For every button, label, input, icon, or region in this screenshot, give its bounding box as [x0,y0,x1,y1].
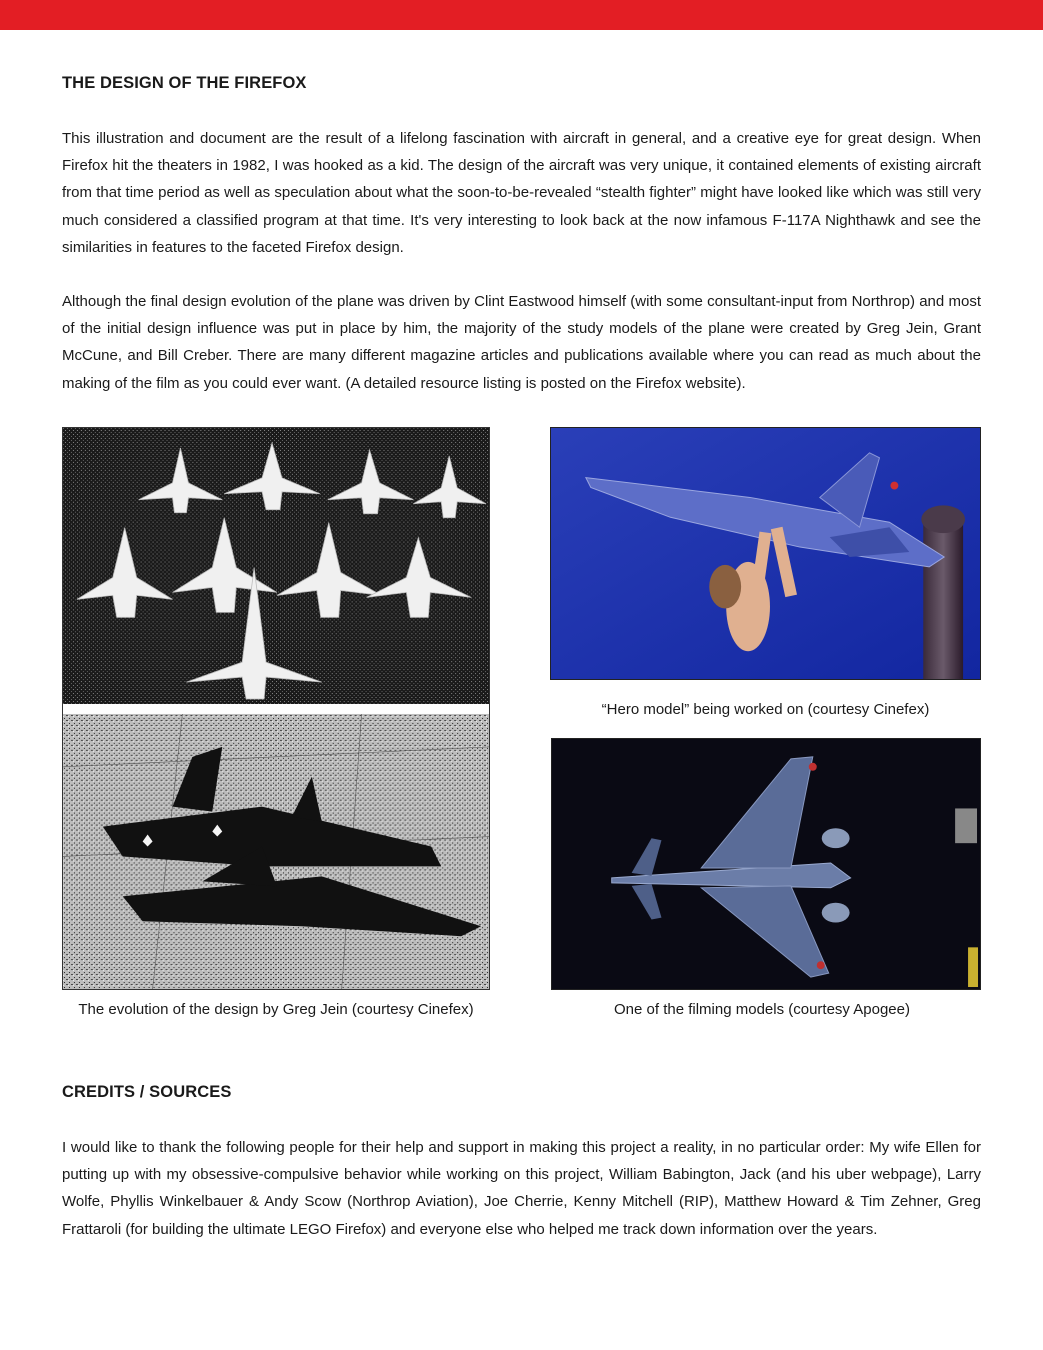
paragraph-credits: I would like to thank the following people for their help and support in making this project a reality, in no particular order: My wife Ellen for putting up with my obsessive-compulsive behavior while working on this project, William Babington, Jack (and his uber webpage), Larry Wolfe, Phyllis Winkelbauer & Andy Scow (Northrop Aviation), Joe Cherrie, Kenny Mitchell (RIP), Matthew Howard & Tim Zehner, Greg Frattaroli (for building the ultimate LEGO Firefox) and everyone else who helped me track down information over the years. [62,1139,981,1238]
section-title-design: THE DESIGN OF THE FIREFOX [62,74,307,92]
caption-hero-model: “Hero model” being worked on (courtesy Cinefex) [601,701,930,718]
top-accent-bar [0,0,1043,30]
photo-hero-model-art [551,428,980,679]
caption-filming-model: One of the filming models (courtesy Apogee) [614,1001,910,1018]
photo-design-evolution [62,427,490,990]
photo-filming-model-art [552,739,980,989]
photo-hero-model [550,427,981,680]
caption-design-evolution: The evolution of the design by Greg Jein (courtesy Cinefex) [78,1001,474,1018]
section-title-credits: CREDITS / SOURCES [62,1083,232,1101]
photo-design-evolution-art [63,428,489,989]
photo-filming-model [551,738,981,990]
paragraph-design-evolution: Although the final design evolution of the plane was driven by Clint Eastwood himself (with some consultant-input from Northrop) and most of the initial design influence was put in place by him, the majority of the study models of the plane were created by Greg Jein, Grant McCune, and Bill Creber. There are many different magazine articles and publications available where you can read as much about the making of the film as you could ever want. (A detailed resource listing is posted on the Firefox website). [62,293,981,392]
paragraph-design-intro: This illustration and document are the result of a lifelong fascination with aircraft in general, and a creative eye for great design. When Firefox hit the theaters in 1982, I was hooked as a kid. The design of the aircraft was very unique, it contained elements of existing aircraft from that time period as well as speculation about what the soon-to-be-revealed “stealth fighter” might have looked like which was still very much considered a classified program at that time. It's very interesting to look back at the now infamous F-117A Nighthawk and see the similarities in features to the faceted Firefox design. [62,130,981,256]
